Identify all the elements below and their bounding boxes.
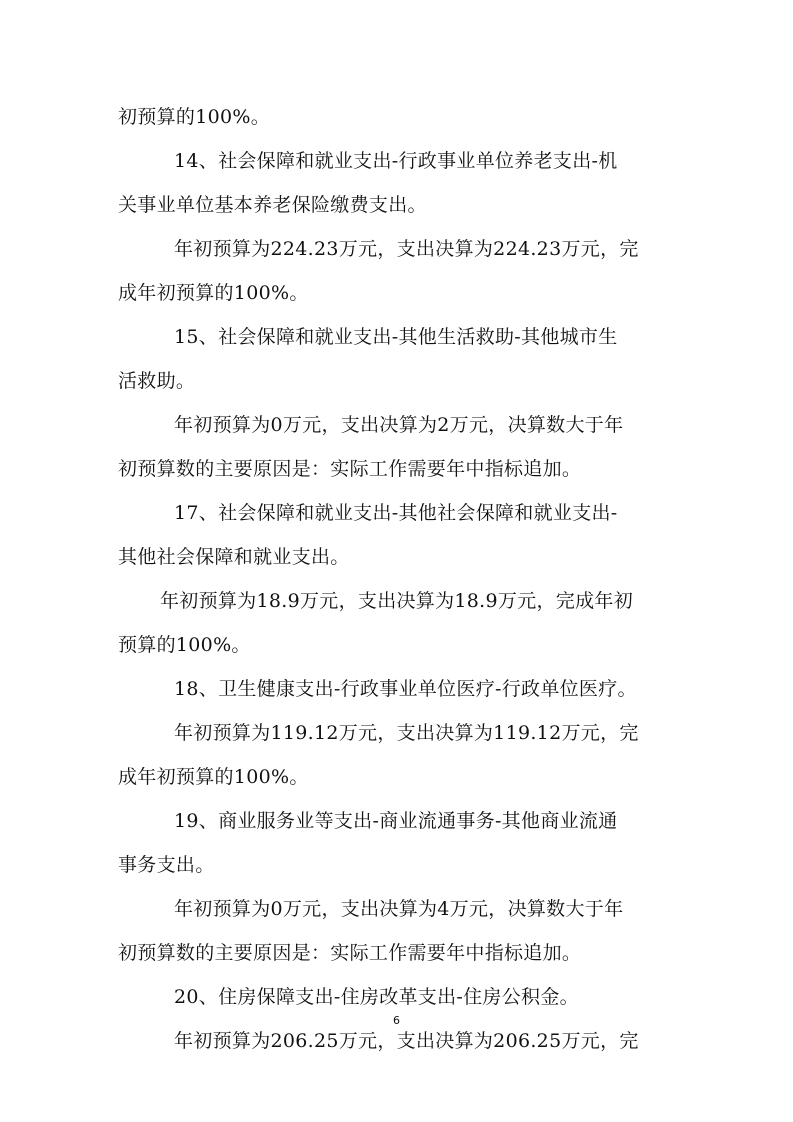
text-line: 预算的100%。 [118,634,251,656]
text-line: 初预算的100%。 [118,106,271,128]
text-line: 年初预算为0万元，支出决算为2万元，决算数大于年 [174,414,624,436]
text-line: 事务支出。 [118,854,215,876]
text-line: 年初预算为119.12万元，支出决算为119.12万元，完 [174,722,639,744]
text-line: 其他社会保障和就业支出。 [118,546,350,568]
text-line: 18、卫生健康支出-行政事业单位医疗-行政单位医疗。 [174,678,637,700]
text-line: 关事业单位基本养老保险缴费支出。 [118,194,427,216]
text-line: 15、社会保障和就业支出-其他生活救助-其他城市生 [174,326,618,348]
text-line: 年初预算为224.23万元，支出决算为224.23万元，完 [174,238,639,260]
text-line: 14、社会保障和就业支出-行政事业单位养老支出-机 [174,150,618,172]
text-line: 年初预算为18.9万元，支出决算为18.9万元，完成年初 [160,590,634,612]
text-line: 17、社会保障和就业支出-其他社会保障和就业支出- [174,502,618,524]
page-number: 6 [393,1014,400,1027]
text-line: 年初预算为206.25万元，支出决算为206.25万元，完 [174,1030,639,1052]
text-line: 成年初预算的100%。 [118,282,309,304]
text-line: 初预算数的主要原因是：实际工作需要年中指标追加。 [118,458,582,480]
text-line: 活救助。 [118,370,196,392]
text-line: 初预算数的主要原因是：实际工作需要年中指标追加。 [118,942,582,964]
text-line: 年初预算为0万元，支出决算为4万元，决算数大于年 [174,898,624,920]
text-line: 成年初预算的100%。 [118,766,309,788]
text-line: 20、住房保障支出-住房改革支出-住房公积金。 [174,986,579,1008]
text-line: 19、商业服务业等支出-商业流通事务-其他商业流通 [174,810,618,832]
